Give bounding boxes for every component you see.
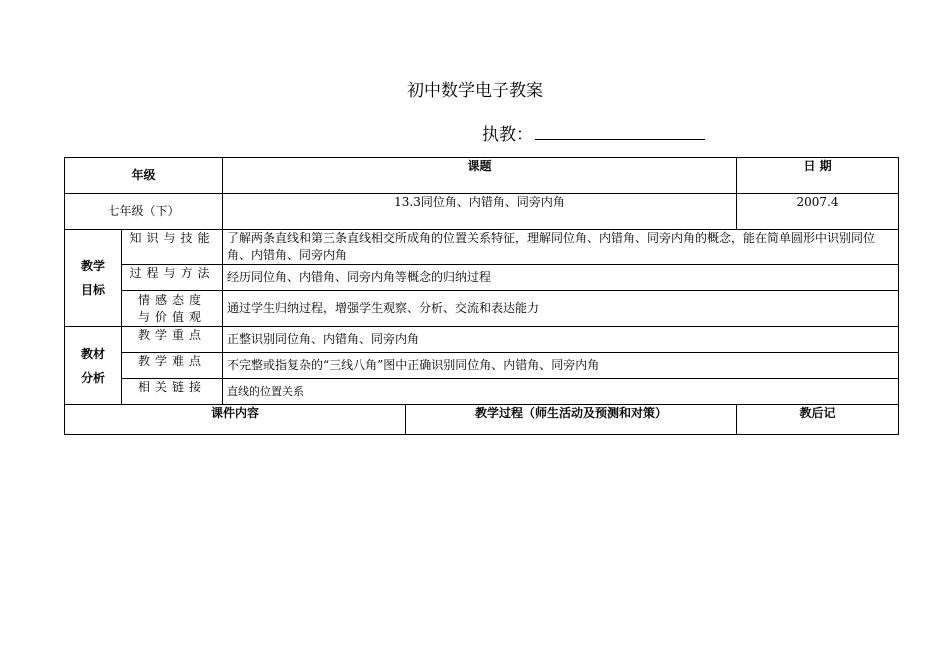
executor-field xyxy=(482,120,705,145)
analysis-content: 不完整或指复杂的“三线八角”图中正确识别同位角、内错角、同旁内角 xyxy=(223,353,899,379)
analysis-row xyxy=(65,327,899,353)
header-topic: 课题 xyxy=(223,158,737,194)
footer-notes: 教后记 xyxy=(737,405,899,435)
lesson-plan-table xyxy=(64,157,899,435)
footer-courseware: 课件内容 xyxy=(65,405,406,435)
info-grade: 七年级（下） xyxy=(65,194,223,230)
goal-row xyxy=(65,230,899,265)
footer-process: 教学过程（师生活动及预测和对策） xyxy=(406,405,737,435)
goals-group-label-1: 教学 xyxy=(80,259,105,273)
goal-row xyxy=(65,265,899,291)
analysis-row xyxy=(65,353,899,379)
analysis-label: 教学重点 xyxy=(122,327,223,353)
goal-content: 经历同位角、内错角、同旁内角等概念的归纳过程 xyxy=(223,265,899,291)
document-title: 初中数学电子教案 xyxy=(407,81,543,101)
analysis-row xyxy=(65,379,899,405)
header-grade: 年级 xyxy=(65,158,223,194)
analysis-content: 正整识别同位角、内错角、同旁内角 xyxy=(223,327,899,353)
analysis-group-label-2: 分析 xyxy=(80,370,105,385)
goals-group-label xyxy=(65,230,122,327)
analysis-label: 教学难点 xyxy=(122,353,223,379)
goal-label xyxy=(122,291,223,327)
executor-label: 执教： xyxy=(482,125,533,145)
goal-label: 知识与技能 xyxy=(122,230,223,265)
executor-blank-line xyxy=(535,125,705,140)
goal-row xyxy=(65,291,899,327)
info-row xyxy=(65,194,899,230)
goals-group-label-2: 目标 xyxy=(80,283,105,297)
goal-content: 通过学生归纳过程，增强学生观察、分析、交流和表达能力 xyxy=(223,291,899,327)
header-row xyxy=(65,158,899,194)
footer-row xyxy=(65,405,899,435)
info-topic: 13.3同位角、内错角、同旁内角 xyxy=(223,194,737,230)
analysis-group-label xyxy=(65,327,122,405)
goal-content: 了解两条直线和第三条直线相交所成角的位置关系特征，理解同位角、内错角、同旁内角的概念，能在简单圆形中识别同位角、内错角、同旁内角 xyxy=(223,230,899,265)
goal-label: 过程与方法 xyxy=(122,265,223,291)
analysis-label: 相关链接 xyxy=(122,379,223,405)
analysis-content: 直线的位置关系 xyxy=(223,379,899,405)
goal-label-line-2: 与价值观 xyxy=(138,309,207,324)
goal-label-line-1: 情感态度 xyxy=(138,292,207,307)
info-date: 2007.4 xyxy=(737,194,899,230)
header-date: 日 期 xyxy=(737,158,899,194)
analysis-group-label-1: 教材 xyxy=(80,346,105,361)
